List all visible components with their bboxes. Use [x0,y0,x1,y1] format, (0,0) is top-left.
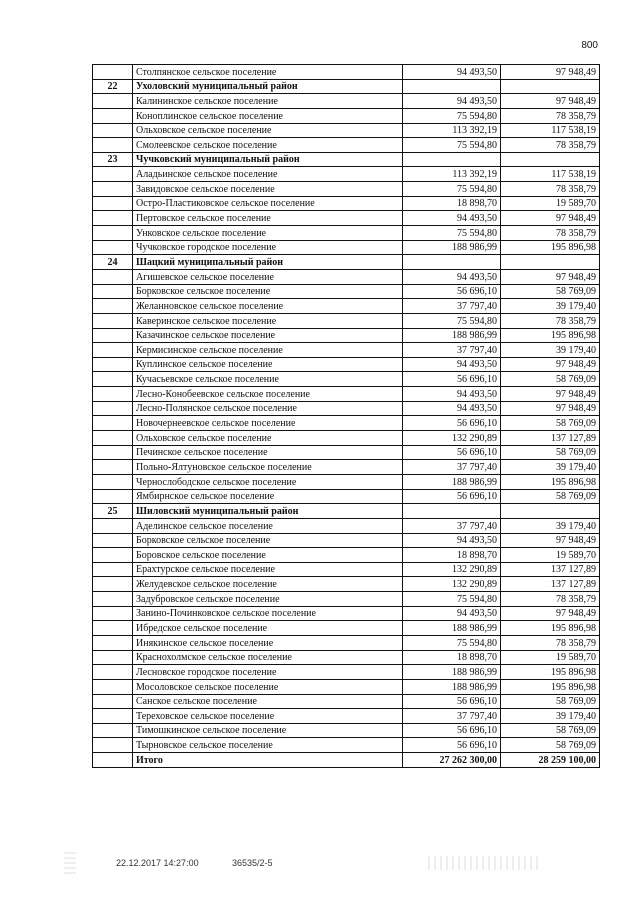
table-row [93,167,600,182]
amount-col1: 56 696,10 [403,738,501,753]
table-row [93,372,600,387]
row-number [93,460,133,475]
row-number [93,108,133,123]
amount-col1: 75 594,80 [403,313,501,328]
amount-col1: 37 797,40 [403,343,501,358]
table-row [93,621,600,636]
settlement-name: Казачинское сельское поселение [133,328,403,343]
settlement-name: Тереховское сельское поселение [133,709,403,724]
amount-col2: 97 948,49 [501,401,600,416]
settlement-name: Ибредское сельское поселение [133,621,403,636]
scan-artifact [64,852,76,874]
district-row [93,255,600,270]
amount-col1: 75 594,80 [403,635,501,650]
settlement-name: Унковское сельское поселение [133,226,403,241]
table-row [93,211,600,226]
row-number [93,635,133,650]
amount-col1: 18 898,70 [403,548,501,563]
table-row [93,431,600,446]
row-number [93,123,133,138]
table-row [93,592,600,607]
row-number [93,182,133,197]
amount-col1: 113 392,19 [403,167,501,182]
amount-col1: 37 797,40 [403,299,501,314]
amount-col2: 97 948,49 [501,387,600,402]
amount-col2: 58 769,09 [501,723,600,738]
row-number [93,518,133,533]
amount-col2: 97 948,49 [501,65,600,80]
settlement-name: Каверинское сельское поселение [133,313,403,328]
settlement-name: Кермисинское сельское поселение [133,343,403,358]
amount-col1: 75 594,80 [403,592,501,607]
table-row [93,269,600,284]
footer-datetime: 22.12.2017 14:27:00 [116,858,199,868]
amount-col2: 195 896,98 [501,621,600,636]
amount-col2: 19 589,70 [501,196,600,211]
row-number [93,343,133,358]
amount-col2: 28 259 100,00 [501,753,600,768]
settlement-name: Борковское сельское поселение [133,533,403,548]
table-row [93,65,600,80]
scan-artifact [428,856,538,870]
row-number [93,211,133,226]
settlement-name: Ямбирнское сельское поселение [133,489,403,504]
row-number [93,650,133,665]
row-number [93,387,133,402]
amount-col1: 188 986,99 [403,328,501,343]
row-number [93,240,133,255]
row-number [93,196,133,211]
row-number [93,679,133,694]
settlement-name: Агишевское сельское поселение [133,269,403,284]
amount-col2: 137 127,89 [501,562,600,577]
row-number [93,138,133,153]
table-row [93,123,600,138]
amount-col1: 56 696,10 [403,416,501,431]
amount-col2: 39 179,40 [501,299,600,314]
amount-col1: 94 493,50 [403,65,501,80]
row-number: 25 [93,504,133,519]
table-row [93,284,600,299]
amount-col1: 188 986,99 [403,240,501,255]
amount-col1: 94 493,50 [403,401,501,416]
row-number [93,65,133,80]
amount-col1: 75 594,80 [403,182,501,197]
amount-col1: 132 290,89 [403,562,501,577]
settlement-name: Желудевское сельское поселение [133,577,403,592]
row-number [93,167,133,182]
amount-col2: 137 127,89 [501,431,600,446]
amount-col1: 56 696,10 [403,372,501,387]
settlement-name: Мосоловское сельское поселение [133,679,403,694]
row-number [93,489,133,504]
amount-col1: 75 594,80 [403,226,501,241]
table-row [93,240,600,255]
amount-col2: 78 358,79 [501,108,600,123]
settlement-name: Боровское сельское поселение [133,548,403,563]
amount-col2: 117 538,19 [501,167,600,182]
amount-col2: 58 769,09 [501,445,600,460]
amount-col2 [501,79,600,94]
row-number: 24 [93,255,133,270]
settlement-name: Итого [133,753,403,768]
amount-col2: 97 948,49 [501,533,600,548]
amount-col2: 78 358,79 [501,138,600,153]
table-row [93,474,600,489]
amount-col2: 78 358,79 [501,313,600,328]
amount-col2: 58 769,09 [501,284,600,299]
row-number [93,738,133,753]
table-row [93,357,600,372]
allocation-table [92,64,600,768]
row-number [93,357,133,372]
amount-col2: 19 589,70 [501,548,600,563]
amount-col1: 37 797,40 [403,709,501,724]
settlement-name: Аделинское сельское поселение [133,518,403,533]
amount-col2: 58 769,09 [501,489,600,504]
amount-col1: 27 262 300,00 [403,753,501,768]
settlement-name: Лесновское городское поселение [133,665,403,680]
settlement-name: Куплинское сельское поселение [133,357,403,372]
settlement-name: Пертовское сельское поселение [133,211,403,226]
settlement-name: Ухоловский муниципальный район [133,79,403,94]
row-number [93,299,133,314]
amount-col2: 39 179,40 [501,460,600,475]
row-number [93,753,133,768]
table-row [93,694,600,709]
amount-col2: 78 358,79 [501,592,600,607]
settlement-name: Тырновское сельское поселение [133,738,403,753]
amount-col2: 78 358,79 [501,226,600,241]
amount-col1: 37 797,40 [403,518,501,533]
table-row [93,226,600,241]
amount-col1 [403,504,501,519]
amount-col1: 94 493,50 [403,94,501,109]
settlement-name: Тимошкинское сельское поселение [133,723,403,738]
total-row [93,753,600,768]
settlement-name: Занино-Починковское сельское поселение [133,606,403,621]
amount-col2: 97 948,49 [501,606,600,621]
amount-col1: 188 986,99 [403,665,501,680]
row-number [93,94,133,109]
amount-col1: 56 696,10 [403,284,501,299]
table-row [93,313,600,328]
row-number [93,445,133,460]
table-row [93,94,600,109]
table-row [93,489,600,504]
table-row [93,387,600,402]
amount-col2: 97 948,49 [501,211,600,226]
row-number [93,284,133,299]
settlement-name: Печинское сельское поселение [133,445,403,460]
amount-col2: 117 538,19 [501,123,600,138]
settlement-name: Шацкий муниципальный район [133,255,403,270]
row-number [93,474,133,489]
amount-col1: 94 493,50 [403,387,501,402]
table-row [93,548,600,563]
settlement-name: Польно-Ялтуновское сельское поселение [133,460,403,475]
settlement-name: Краснохолмское сельское поселение [133,650,403,665]
amount-col1: 56 696,10 [403,445,501,460]
amount-col1: 75 594,80 [403,108,501,123]
settlement-name: Новочернеевское сельское поселение [133,416,403,431]
amount-col1: 94 493,50 [403,269,501,284]
footer-doc-code: 36535/2-5 [232,858,273,868]
amount-col2 [501,152,600,167]
amount-col1: 132 290,89 [403,577,501,592]
table-row [93,401,600,416]
settlement-name: Инякинское сельское поселение [133,635,403,650]
amount-col2: 195 896,98 [501,474,600,489]
settlement-name: Ольховское сельское поселение [133,123,403,138]
amount-col1: 18 898,70 [403,196,501,211]
table-row [93,577,600,592]
table-row [93,723,600,738]
settlement-name: Чернослободское сельское поселение [133,474,403,489]
amount-col2: 58 769,09 [501,416,600,431]
row-number [93,416,133,431]
settlement-name: Завидовское сельское поселение [133,182,403,197]
amount-col1 [403,255,501,270]
amount-col1: 188 986,99 [403,621,501,636]
table-body [93,65,600,768]
table-row [93,709,600,724]
settlement-name: Коноплинское сельское поселение [133,108,403,123]
settlement-name: Борковское сельское поселение [133,284,403,299]
amount-col1 [403,79,501,94]
table-row [93,416,600,431]
amount-col2: 195 896,98 [501,328,600,343]
amount-col1: 37 797,40 [403,460,501,475]
amount-col2: 39 179,40 [501,518,600,533]
table-row [93,299,600,314]
table-row [93,738,600,753]
table-row [93,343,600,358]
settlement-name: Ерахтурское сельское поселение [133,562,403,577]
settlement-name: Остро-Пластиковское сельское поселение [133,196,403,211]
table-row [93,445,600,460]
settlement-name: Ольховское сельское поселение [133,431,403,446]
amount-col2: 39 179,40 [501,343,600,358]
page-number: 800 [581,40,598,51]
row-number [93,577,133,592]
amount-col2: 97 948,49 [501,94,600,109]
row-number [93,562,133,577]
amount-col2: 58 769,09 [501,372,600,387]
row-number [93,313,133,328]
amount-col2: 195 896,98 [501,240,600,255]
row-number [93,606,133,621]
amount-col1: 56 696,10 [403,723,501,738]
row-number [93,621,133,636]
settlement-name: Санское сельское поселение [133,694,403,709]
settlement-name: Чучковское городское поселение [133,240,403,255]
row-number [93,723,133,738]
settlement-name: Калининское сельское поселение [133,94,403,109]
table-row [93,460,600,475]
amount-col2: 78 358,79 [501,182,600,197]
amount-col1: 18 898,70 [403,650,501,665]
settlement-name: Желанновское сельское поселение [133,299,403,314]
table-row [93,108,600,123]
row-number: 23 [93,152,133,167]
row-number [93,431,133,446]
amount-col1: 132 290,89 [403,431,501,446]
row-number [93,401,133,416]
settlement-name: Столпянское сельское поселение [133,65,403,80]
table-row [93,635,600,650]
amount-col2: 19 589,70 [501,650,600,665]
row-number [93,533,133,548]
table-row [93,650,600,665]
table-row [93,606,600,621]
amount-col1: 94 493,50 [403,533,501,548]
settlement-name: Чучковский муниципальный район [133,152,403,167]
amount-col2: 39 179,40 [501,709,600,724]
table-row [93,562,600,577]
row-number [93,269,133,284]
row-number [93,709,133,724]
settlement-name: Лесно-Конобеевское сельское поселение [133,387,403,402]
settlement-name: Задубровское сельское поселение [133,592,403,607]
amount-col1: 75 594,80 [403,138,501,153]
amount-col2: 58 769,09 [501,738,600,753]
amount-col2: 58 769,09 [501,694,600,709]
district-row [93,79,600,94]
table-row [93,518,600,533]
settlement-name: Кучасьевское сельское поселение [133,372,403,387]
row-number [93,592,133,607]
amount-col2: 97 948,49 [501,357,600,372]
table-row [93,138,600,153]
row-number [93,226,133,241]
amount-col1: 188 986,99 [403,474,501,489]
amount-col1: 56 696,10 [403,694,501,709]
row-number: 22 [93,79,133,94]
table-row [93,533,600,548]
district-row [93,152,600,167]
amount-col2: 195 896,98 [501,665,600,680]
table-row [93,196,600,211]
amount-col1 [403,152,501,167]
settlement-name: Смолеевское сельское поселение [133,138,403,153]
amount-col2: 78 358,79 [501,635,600,650]
amount-col2 [501,504,600,519]
amount-col1: 113 392,19 [403,123,501,138]
row-number [93,694,133,709]
settlement-name: Лесно-Полянское сельское поселение [133,401,403,416]
amount-col2: 195 896,98 [501,679,600,694]
row-number [93,548,133,563]
row-number [93,665,133,680]
amount-col2 [501,255,600,270]
amount-col1: 56 696,10 [403,489,501,504]
amount-col1: 94 493,50 [403,606,501,621]
table-row [93,182,600,197]
settlement-name: Шиловский муниципальный район [133,504,403,519]
amount-col1: 94 493,50 [403,357,501,372]
district-row [93,504,600,519]
settlement-name: Аладьинское сельское поселение [133,167,403,182]
amount-col1: 188 986,99 [403,679,501,694]
amount-col2: 97 948,49 [501,269,600,284]
table-row [93,679,600,694]
row-number [93,372,133,387]
table-row [93,328,600,343]
table-row [93,665,600,680]
row-number [93,328,133,343]
amount-col1: 94 493,50 [403,211,501,226]
amount-col2: 137 127,89 [501,577,600,592]
